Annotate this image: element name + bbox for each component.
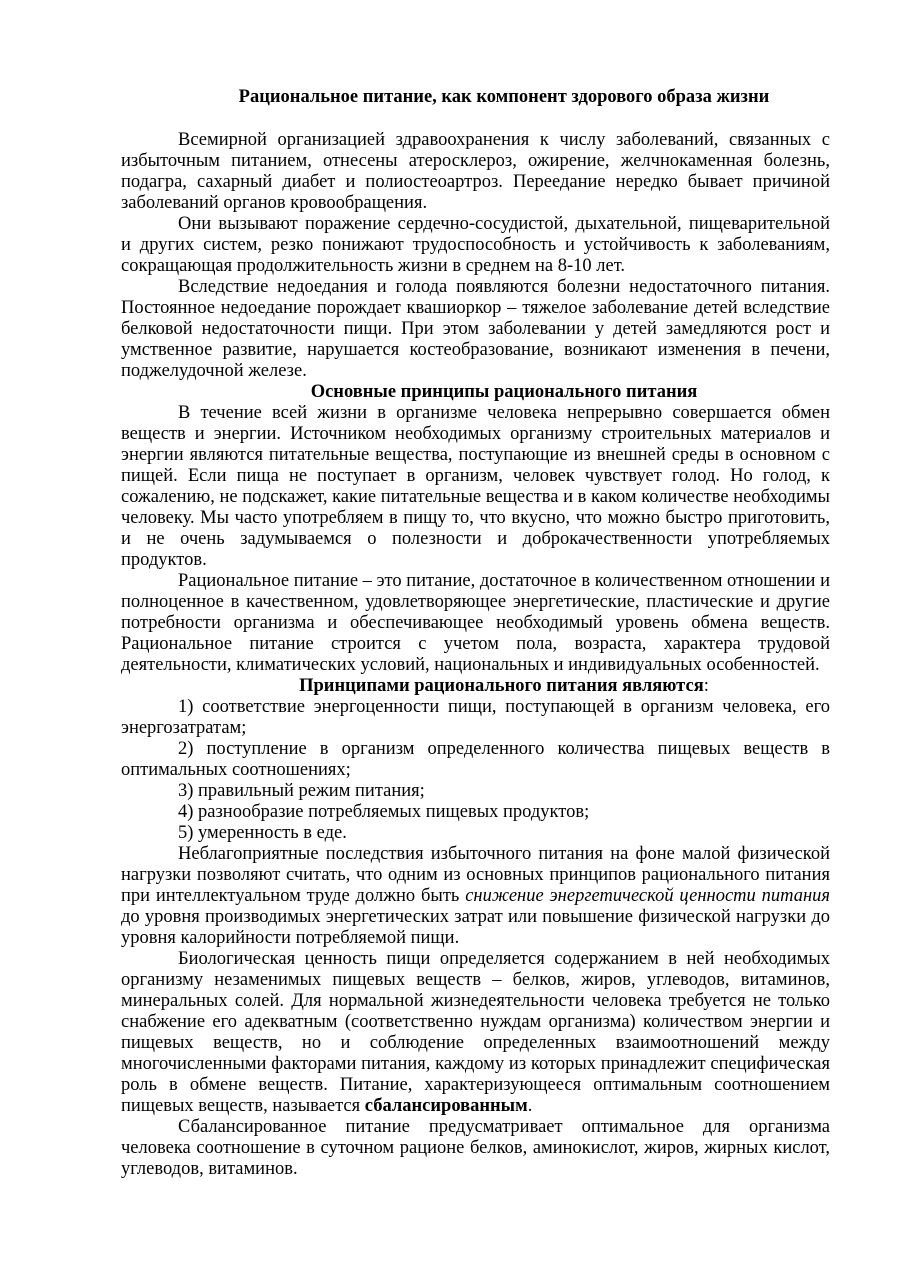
text-run: Рациональное питание, как компонент здорового образа жизни xyxy=(238,87,770,107)
text-run: Они вызывают поражение сердечно-сосудистой, дыхательной, пищеварительной и других систем, резко понижают трудоспособность и устойчивость к заболеваниям, сокращающая продолжительность жизни в среднем на 8-10 лет. xyxy=(121,214,830,276)
text-run: 5) умеренность в еде. xyxy=(178,823,347,843)
paragraph xyxy=(121,277,830,382)
text-run: 1) соответствие энергоценности пищи, поступающей в организм человека, его энергозатратам; xyxy=(121,697,830,738)
text-run: : xyxy=(703,676,709,696)
text-run: 3) правильный режим питания; xyxy=(178,781,425,801)
list-item xyxy=(121,781,830,802)
text-run: сбалансированным xyxy=(364,1096,528,1116)
text-run: до уровня производимых энергетических затрат или повышение физической нагрузки до уровня калорийности потребляемой пищи. xyxy=(121,907,830,948)
list-item xyxy=(121,697,830,739)
list-item xyxy=(121,739,830,781)
text-run: . xyxy=(527,1096,533,1116)
list-item xyxy=(121,823,830,844)
text-run: Сбалансированное питание предусматривает оптимальное для организма человека соотношение в суточном рационе белков, аминокислот, жиров, жирных кислот, углеводов, витаминов. xyxy=(121,1117,830,1179)
paragraph xyxy=(121,844,830,949)
text-run: Рациональное питание – это питание, достаточное в количественном отношении и полноценное в качественном, удовлетворяющее энергетические, пластические и другие потребности организма и обеспечивающее необходимый уровень обмена веществ. Рациональное питание строится с учетом пола, возраста, характера трудовой деятельности, климатических условий, национальных и индивидуальных особенностей. xyxy=(121,571,830,675)
list-item xyxy=(121,802,830,823)
paragraph xyxy=(121,214,830,277)
paragraph xyxy=(121,403,830,571)
text-run: Вследствие недоедания и голода появляются болезни недостаточного питания. Постоянное недоедание порождает квашиоркор – тяжелое заболевание детей вследствие белковой недостаточности пищи. При этом заболевании у детей замедляются рост и умственное развитие, нарушается костеобразование, возникают изменения в печени, поджелудочной железе. xyxy=(121,277,830,381)
paragraph xyxy=(121,1117,830,1180)
text-run: Основные принципы рационального питания xyxy=(310,382,698,402)
document-body xyxy=(121,87,830,1180)
paragraph xyxy=(121,130,830,214)
text-run: Неблагоприятные последствия избыточного питания на фоне малой физической нагрузки позволяют считать, что одним из основных принципов рационального питания при интеллектуальном труде должно быть xyxy=(121,844,830,906)
text-run: Принципами рационального питания являются xyxy=(299,676,704,696)
text-run: Всемирной организацией здравоохранения к числу заболеваний, связанных с избыточным питанием, отнесены атеросклероз, ожирение, желчнокаменная болезнь, подагра, сахарный диабет и полиостеоартроз. Переедание нередко бывает причиной заболеваний органов кровообращения. xyxy=(121,130,830,213)
paragraph xyxy=(121,571,830,676)
section-heading xyxy=(121,676,830,697)
text-run: Биологическая ценность пищи определяется содержанием в ней необходимых организму незаменимых пищевых веществ – белков, жиров, углеводов, витаминов, минеральных солей. Для нормальной жизнедеятельности человека требуется не только снабжение его адекватным (соответственно нуждам организма) количеством энергии и пищевых веществ, но и соблюдение определенных взаимоотношений между многочисленными факторами питания, каждому из которых принадлежит специфическая роль в обмене веществ. Питание, характеризующееся оптимальным соотношением пищевых веществ, называется xyxy=(121,949,830,1116)
document-title xyxy=(121,87,830,108)
text-run: 2) поступление в организм определенного количества пищевых веществ в оптимальных соотношениях; xyxy=(121,739,830,780)
text-run: В течение всей жизни в организме человека непрерывно совершается обмен веществ и энергии. Источником необходимых организму строительных материалов и энергии являются питательные вещества, поступающие из внешней среды в основном с пищей. Если пища не поступает в организм, человек чувствует голод. Но голод, к сожалению, не подскажет, какие питательные вещества и в каком количестве необходимы человеку. Мы часто употребляем в пищу то, что вкусно, что можно быстро приготовить, и не очень задумываемся о полезности и доброкачественности употребляемых продуктов. xyxy=(121,403,830,570)
section-heading xyxy=(121,382,830,403)
text-run: снижение энергетической ценности питания xyxy=(465,886,830,906)
text-run: 4) разнообразие потребляемых пищевых продуктов; xyxy=(178,802,590,822)
paragraph xyxy=(121,949,830,1117)
